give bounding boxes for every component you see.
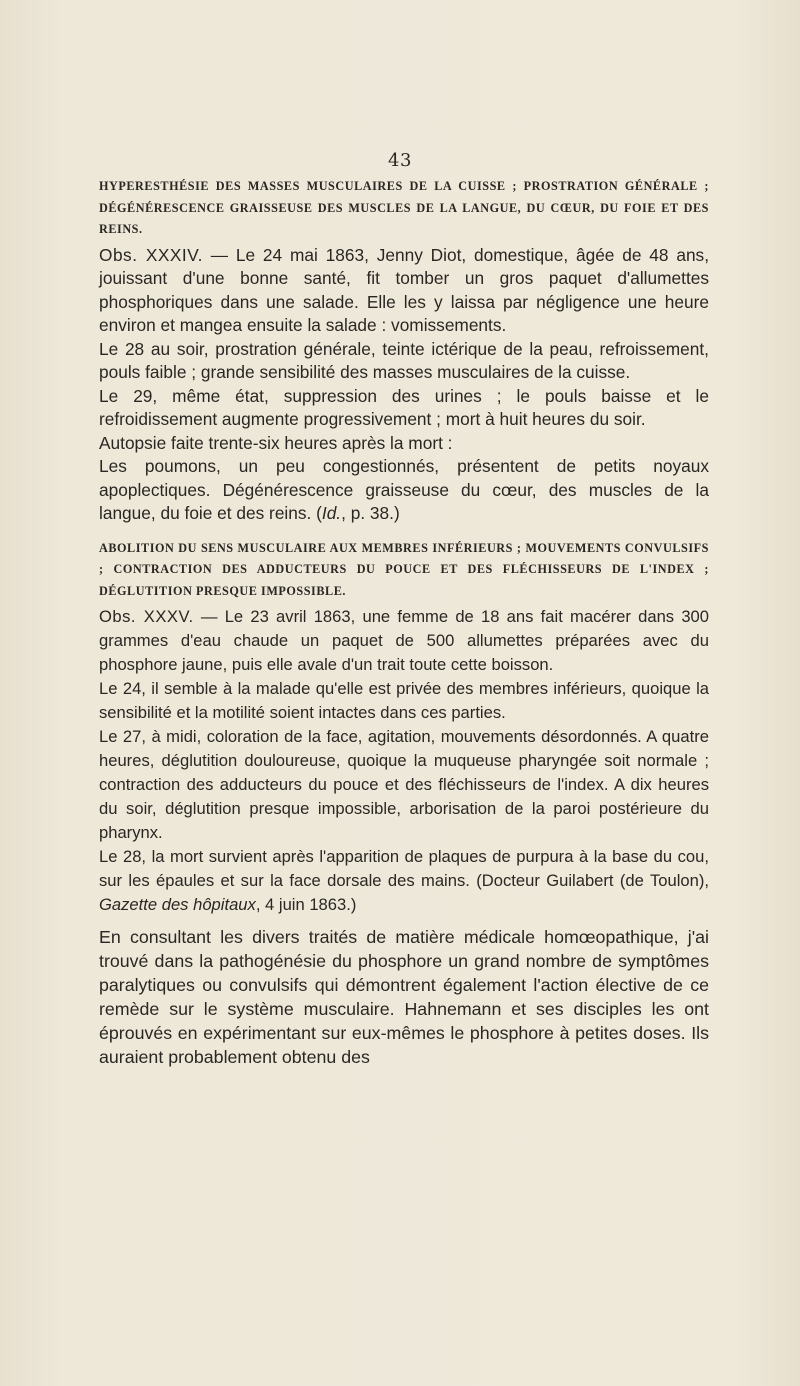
observation-34-heading: HYPERESTHÉSIE DES MASSES MUSCULAIRES DE LA CUISSE ; PROSTRATION GÉNÉRALE ; DÉGÉNÉRESCENCE GRAISSEUSE DES MUSCLES DE LA LANGUE, DU CŒUR, DU FOIE ET DES REINS. [99,179,709,236]
observation-34-paragraph-5 [99,455,709,526]
observation-34-autopsy-text: Les poumons, un peu congestionnés, présentent de petits noyaux apoplectiques. Dégénérescence graisseuse du cœur, des muscles de la langue, du foie et des reins. ( [99,456,709,523]
observation-35-paragraph-4 [99,845,709,917]
page-content [99,176,709,1069]
observation-34-paragraph-1 [99,244,709,338]
observation-35 [99,605,709,917]
observation-34 [99,244,709,526]
observation-35-date: , 4 juin 1863.) [255,895,357,914]
observation-34-reference: Id. [321,503,342,523]
observation-34-page-ref: , p. 38.) [341,503,400,523]
observation-34-intro: — Le 24 mai 1863, Jenny Diot, domestique, âgée de 48 ans, jouissant d'une bonne santé, fit tomber un gros paquet d'allumettes phosphoriques dans une salade. Elle les y laissa par négligence une heure environ et mangea ensuite la salade : vomissements. [99,244,710,335]
observation-35-death-text: Le 28, la mort survient après l'apparition de plaques de purpura à la base du cou, sur les épaules et sur la face dorsale des mains. (Docteur Guilabert (de Toulon), [99,847,709,890]
observation-35-paragraph-3: Le 27, à midi, coloration de la face, agitation, mouvements désordonnés. A quatre heures, déglutition douloureuse, quoique la muqueuse pharyngée soit normale ; contraction des adducteurs du pouce et des fléchisseurs de l'index. A dix heures du soir, déglutition presque impossible, arborisation de la paroi postérieure du pharynx. [99,727,709,842]
observation-34-paragraph-2: Le 28 au soir, prostration générale, teinte ictérique de la peau, refroissement, pouls faible ; grande sensibilité des masses musculaires de la cuisse. [99,338,709,382]
page-number: 43 [388,150,412,171]
observation-35-intro: — Le 23 avril 1863, une femme de 18 ans fait macérer dans 300 grammes d'eau chaude un paquet de 500 allumettes préparées avec du phosphore jaune, puis elle avale d'un trait toute cette boisson. [99,607,710,674]
observation-35-heading: ABOLITION DU SENS MUSCULAIRE AUX MEMBRES INFÉRIEURS ; MOUVEMENTS CONVULSIFS ; CONTRACTION DES ADDUCTEURS DU POUCE ET DES FLÉCHISSEURS DE L'INDEX ; DÉGLUTITION PRESQUE IMPOSSIBLE. [99,540,709,598]
observation-35-label: Obs. XXXV. [99,607,194,626]
conclusion-paragraph: En consultant les divers traités de matière médicale homœopathique, j'ai trouvé dans la pathogénésie du phosphore un grand nombre de symptômes paralytiques ou convulsifs qui démontrent également l'action élective de ce remède sur le système musculaire. Hahnemann et ses disciples les ont éprouvés en expérimentant sur eux-mêmes le phosphore à petites doses. Ils auraient probablement obtenu des [99,927,709,1067]
observation-34-paragraph-3: Le 29, même état, suppression des urines ; le pouls baisse et le refroidissement augmente progressivement ; mort à huit heures du soir. [99,385,709,429]
observation-35-paragraph-2: Le 24, il semble à la malade qu'elle est privée des membres inférieurs, quoique la sensibilité et la motilité soient intactes dans ces parties. [99,679,709,722]
observation-34-paragraph-4: Autopsie faite trente-six heures après la mort : [99,432,453,453]
observation-35-journal: Gazette des hôpitaux [99,895,256,914]
observation-34-label: Obs. XXXIV. [99,244,203,265]
observation-35-paragraph-1 [99,605,709,677]
